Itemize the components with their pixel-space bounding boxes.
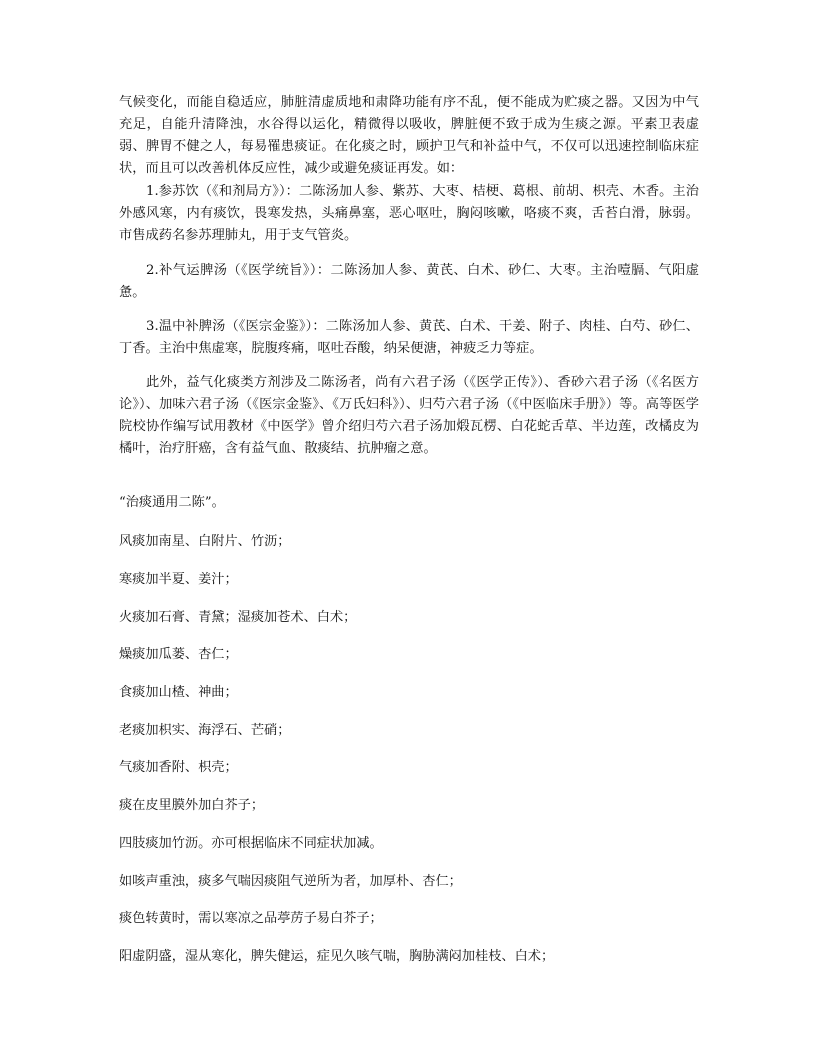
paragraph-formula-3: 3.温中补脾汤（《医宗金鉴》）：二陈汤加人参、黄芪、白术、干姜、附子、肉桂、白芍、砂仁、丁香。主治中焦虚寒，脘腹疼痛，呕吐吞酸，纳呆便溏，神疲乏力等症。 bbox=[119, 319, 699, 356]
paragraph-other-formulas: 此外，益气化痰类方剂涉及二陈汤者，尚有六君子汤（《医学正传》）、香砂六君子汤（《名医方论》）、加味六君子汤（《医宗金鉴》、《万氏妇科》）、归芍六君子汤（《中医临床手册》）等。高等医学院校协作编写试用教材《中医学》曾介绍归芍六君子汤加煅瓦楞、白花蛇舌草、半边莲，改橘皮为橘叶，治疗肝癌，含有益气血、散痰结、抗肿瘤之意。 bbox=[119, 375, 699, 456]
line-dry-phlegm: 燥痰加瓜蒌、杏仁； bbox=[119, 647, 238, 662]
line-principle: “治痰通用二陈”。 bbox=[119, 495, 225, 510]
line-food-phlegm: 食痰加山楂、神曲； bbox=[119, 685, 238, 700]
paragraph-formula-1: 1.参苏饮（《和剂局方》）：二陈汤加人参、紫苏、大枣、桔梗、葛根、前胡、枳壳、木香。主治外感风寒，内有痰饮，畏寒发热，头痛鼻塞，恶心呕吐，胸闷咳嗽，咯痰不爽，舌苔白滑，脉弱。市售成药名参苏理肺丸，用于支气管炎。 bbox=[119, 184, 699, 243]
line-cough-modification: 如咳声重浊，痰多气喘因痰阻气逆所为者，加厚朴、杏仁； bbox=[119, 874, 462, 889]
line-wind-phlegm: 风痰加南星、白附片、竹沥； bbox=[119, 534, 291, 549]
paragraph-intro: 气候变化，而能自稳适应，肺脏清虚质地和肃降功能有序不乱，便不能成为贮痰之器。又因为中气充足，自能升清降浊，水谷得以运化，精微得以吸收，脾脏便不致于成为生痰之源。平素卫表虚弱、脾胃不健之人，每易罹患痰证。在化痰之时，顾护卫气和补益中气，不仅可以迅速控制临床症状，而且可以改善机体反应性，减少或避免痰证再发。如： bbox=[119, 95, 699, 176]
line-fire-damp-phlegm: 火痰加石膏、青黛；湿痰加苍术、白术； bbox=[119, 610, 357, 625]
line-subcutaneous-phlegm: 痰在皮里膜外加白芥子； bbox=[119, 798, 265, 813]
line-yellow-phlegm: 痰色转黄时，需以寒凉之品葶苈子易白芥子； bbox=[119, 911, 383, 926]
line-cold-phlegm: 寒痰加半夏、姜汁； bbox=[119, 572, 238, 587]
line-limb-phlegm: 四肢痰加竹沥。亦可根据临床不同症状加减。 bbox=[119, 836, 383, 851]
line-qi-phlegm: 气痰加香附、枳壳； bbox=[119, 760, 238, 775]
line-yang-deficiency: 阳虚阴盛，湿从寒化，脾失健运，症见久咳气喘，胸胁满闷加桂枝、白术； bbox=[119, 949, 555, 964]
line-old-phlegm: 老痰加枳实、海浮石、芒硝； bbox=[119, 723, 291, 738]
paragraph-formula-2: 2.补气运脾汤（《医学统旨》）：二陈汤加人参、黄芪、白术、砂仁、大枣。主治噎膈、气阳虚惫。 bbox=[119, 263, 699, 300]
